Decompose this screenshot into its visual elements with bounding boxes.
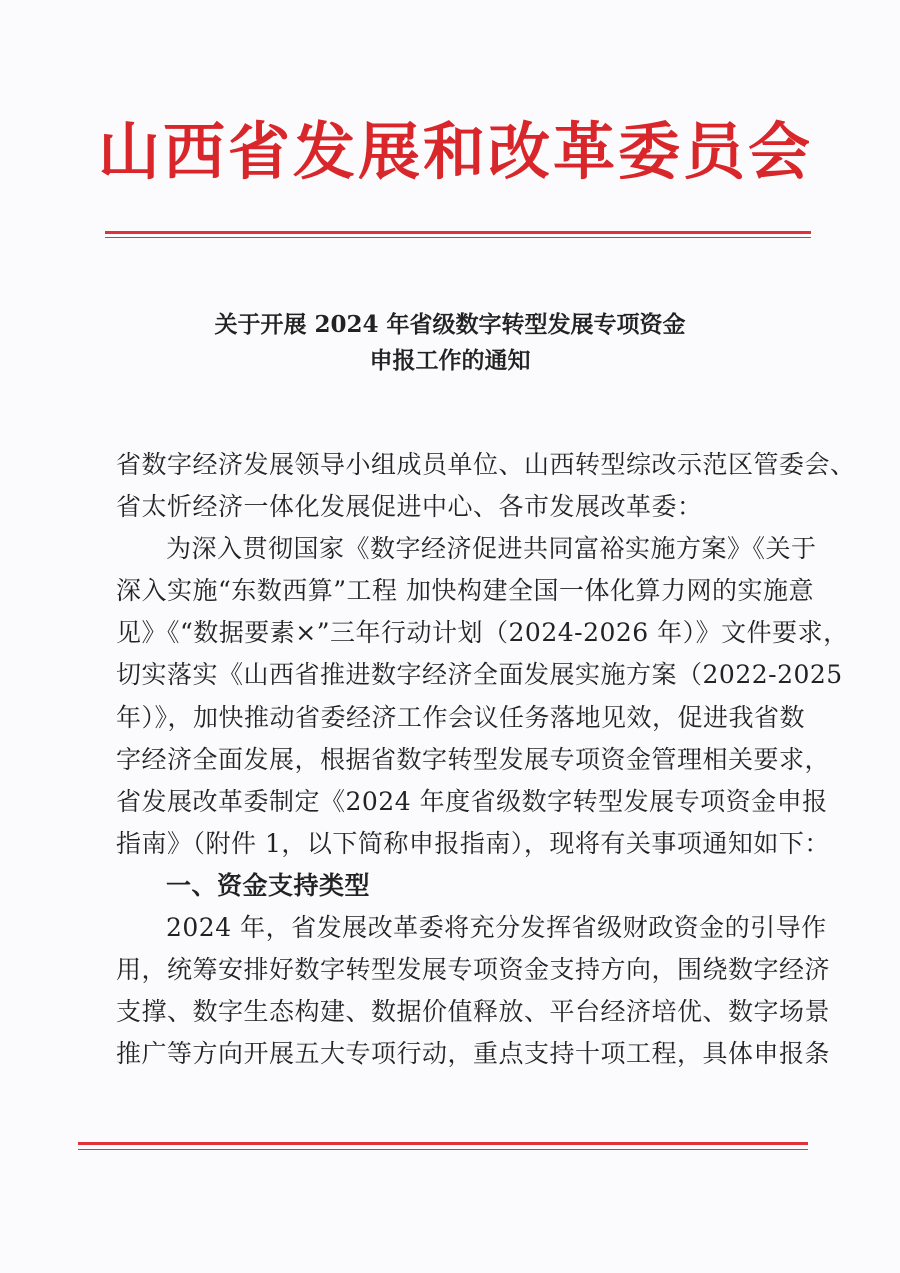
paragraph-line: 指南》（附件 1，以下简称申报指南），现将有关事项通知如下： bbox=[116, 828, 830, 858]
paragraph-line: 省发展改革委制定《2024 年度省级数字转型发展专项资金申报 bbox=[116, 786, 828, 816]
addressee-line: 省太忻经济一体化发展促进中心、各市发展改革委： bbox=[116, 492, 703, 522]
paragraph-line: 切实落实《山西省推进数字经济全面发展实施方案（2022-2025 bbox=[116, 660, 843, 690]
paragraph-line: 支撑、数字生态构建、数据价值释放、平台经济培优、数字场景 bbox=[116, 997, 831, 1027]
paragraph-line: 用，统筹安排好数字转型发展专项资金支持方向，围绕数字经济 bbox=[116, 955, 831, 985]
addressee-line: 省数字经济发展领导小组成员单位、山西转型综改示范区管委会、 bbox=[116, 450, 856, 479]
paragraph-line: 为深入贯彻国家《数字经济促进共同富裕实施方案》《关于 bbox=[166, 534, 817, 564]
paragraph-line: 2024 年，省发展改革委将充分发挥省级财政资金的引导作 bbox=[166, 913, 827, 943]
paragraph-line: 字经济全面发展，根据省数字转型发展专项资金管理相关要求， bbox=[116, 744, 831, 774]
letterhead-rule-thin bbox=[105, 237, 811, 238]
document-title-line-2: 申报工作的通知 bbox=[369, 347, 531, 374]
letterhead: 山西省发展和改革委员会 bbox=[98, 115, 814, 188]
document-body bbox=[116, 444, 856, 1075]
letterhead-rule-thick bbox=[105, 231, 811, 234]
paragraph-line: 推广等方向开展五大专项行动，重点支持十项工程，具体申报条 bbox=[116, 1039, 831, 1069]
footer-rule-thin bbox=[78, 1149, 808, 1150]
paragraph-line: 见》《“数据要素×”三年行动计划（2024-2026 年）》文件要求， bbox=[116, 618, 849, 648]
document-title-line-1: 关于开展 2024 年省级数字转型发展专项资金 bbox=[214, 311, 686, 338]
footer-rule-thick bbox=[78, 1142, 808, 1145]
paragraph-line: 年）》，加快推动省委经济工作会议任务落地见效，促进我省数 bbox=[116, 702, 806, 732]
section-heading: 一、资金支持类型 bbox=[166, 870, 371, 900]
paragraph-line: 深入实施“东数西算”工程 加快构建全国一体化算力网的实施意 bbox=[116, 576, 815, 606]
